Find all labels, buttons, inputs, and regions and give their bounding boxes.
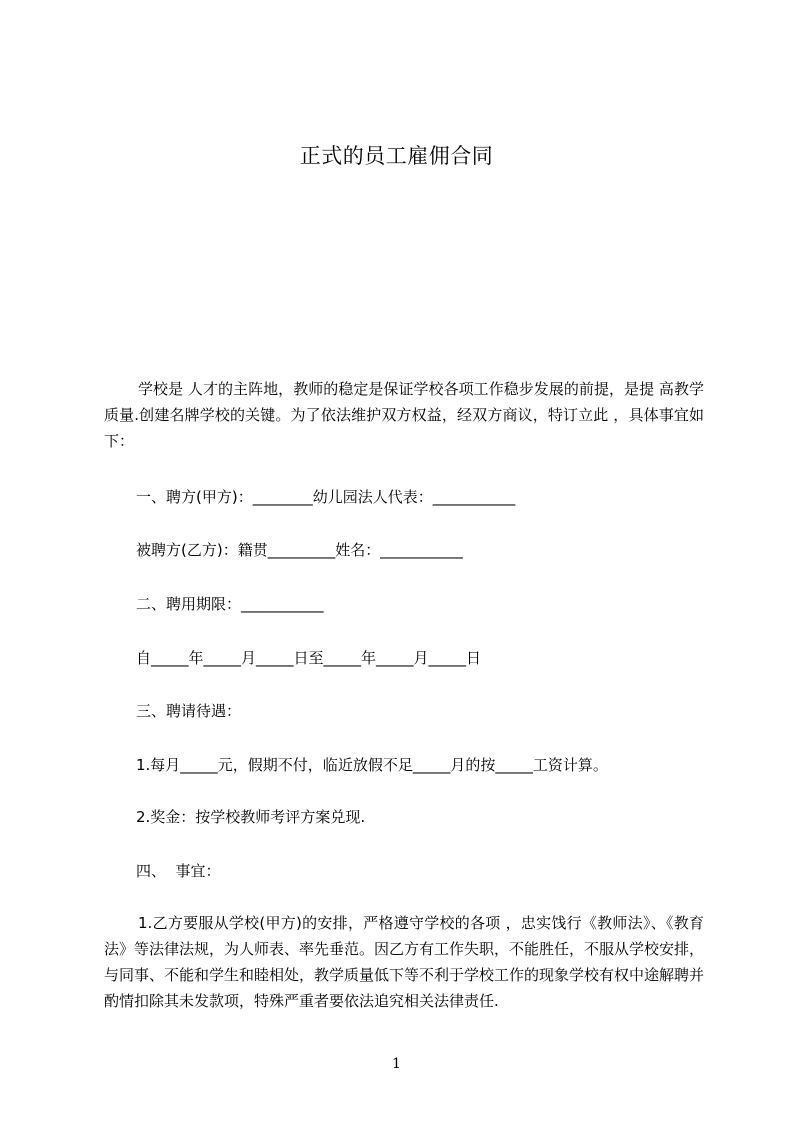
matters-item-1: 1.乙方要服从学校(甲方)的安排，严格遵守学校的各项 ，忠实饯行《教师法》、《教育法》等法律法规，为人师表、率先垂范。因乙方有工作失职，不能胜任，不服从学校安排，与同事、不能和学生和睦相处，教学质量低下等不利于学校工作的现象学校有权中途解聘并酌情扣除其未发款项，特殊严重者要依法追究相关法律责任.: [104, 914, 705, 1010]
page-number: 1: [392, 1056, 401, 1072]
document-title: 正式的员工雇佣合同: [299, 144, 494, 168]
term-dates-line: 自_____年_____月_____日至_____年_____月_____日: [136, 649, 482, 667]
term-heading: 二、聘用期限：___________: [136, 595, 324, 613]
pay-item-1: 1.每月_____元，假期不付，临近放假不足_____月的按_____工资计算。: [136, 756, 608, 774]
matters-heading: 四、 事宜：: [136, 862, 221, 880]
intro-paragraph: 学校是 人才的主阵地，教师的稳定是保证学校各项工作稳步发展的前提，是提 高教学质量.创建名牌学校的关键。为了依法维护双方权益，经双方商议，特订立此 ，具体事宜如下：: [104, 380, 704, 450]
party-a-line: 一、聘方(甲方)：________幼儿园法人代表：___________: [136, 488, 516, 506]
pay-item-2: 2.奖金：按学校教师考评方案兑现.: [136, 808, 366, 826]
party-b-line: 被聘方(乙方)：籍贯_________姓名：___________: [136, 541, 463, 559]
pay-heading: 三、聘请待遇：: [136, 702, 242, 720]
